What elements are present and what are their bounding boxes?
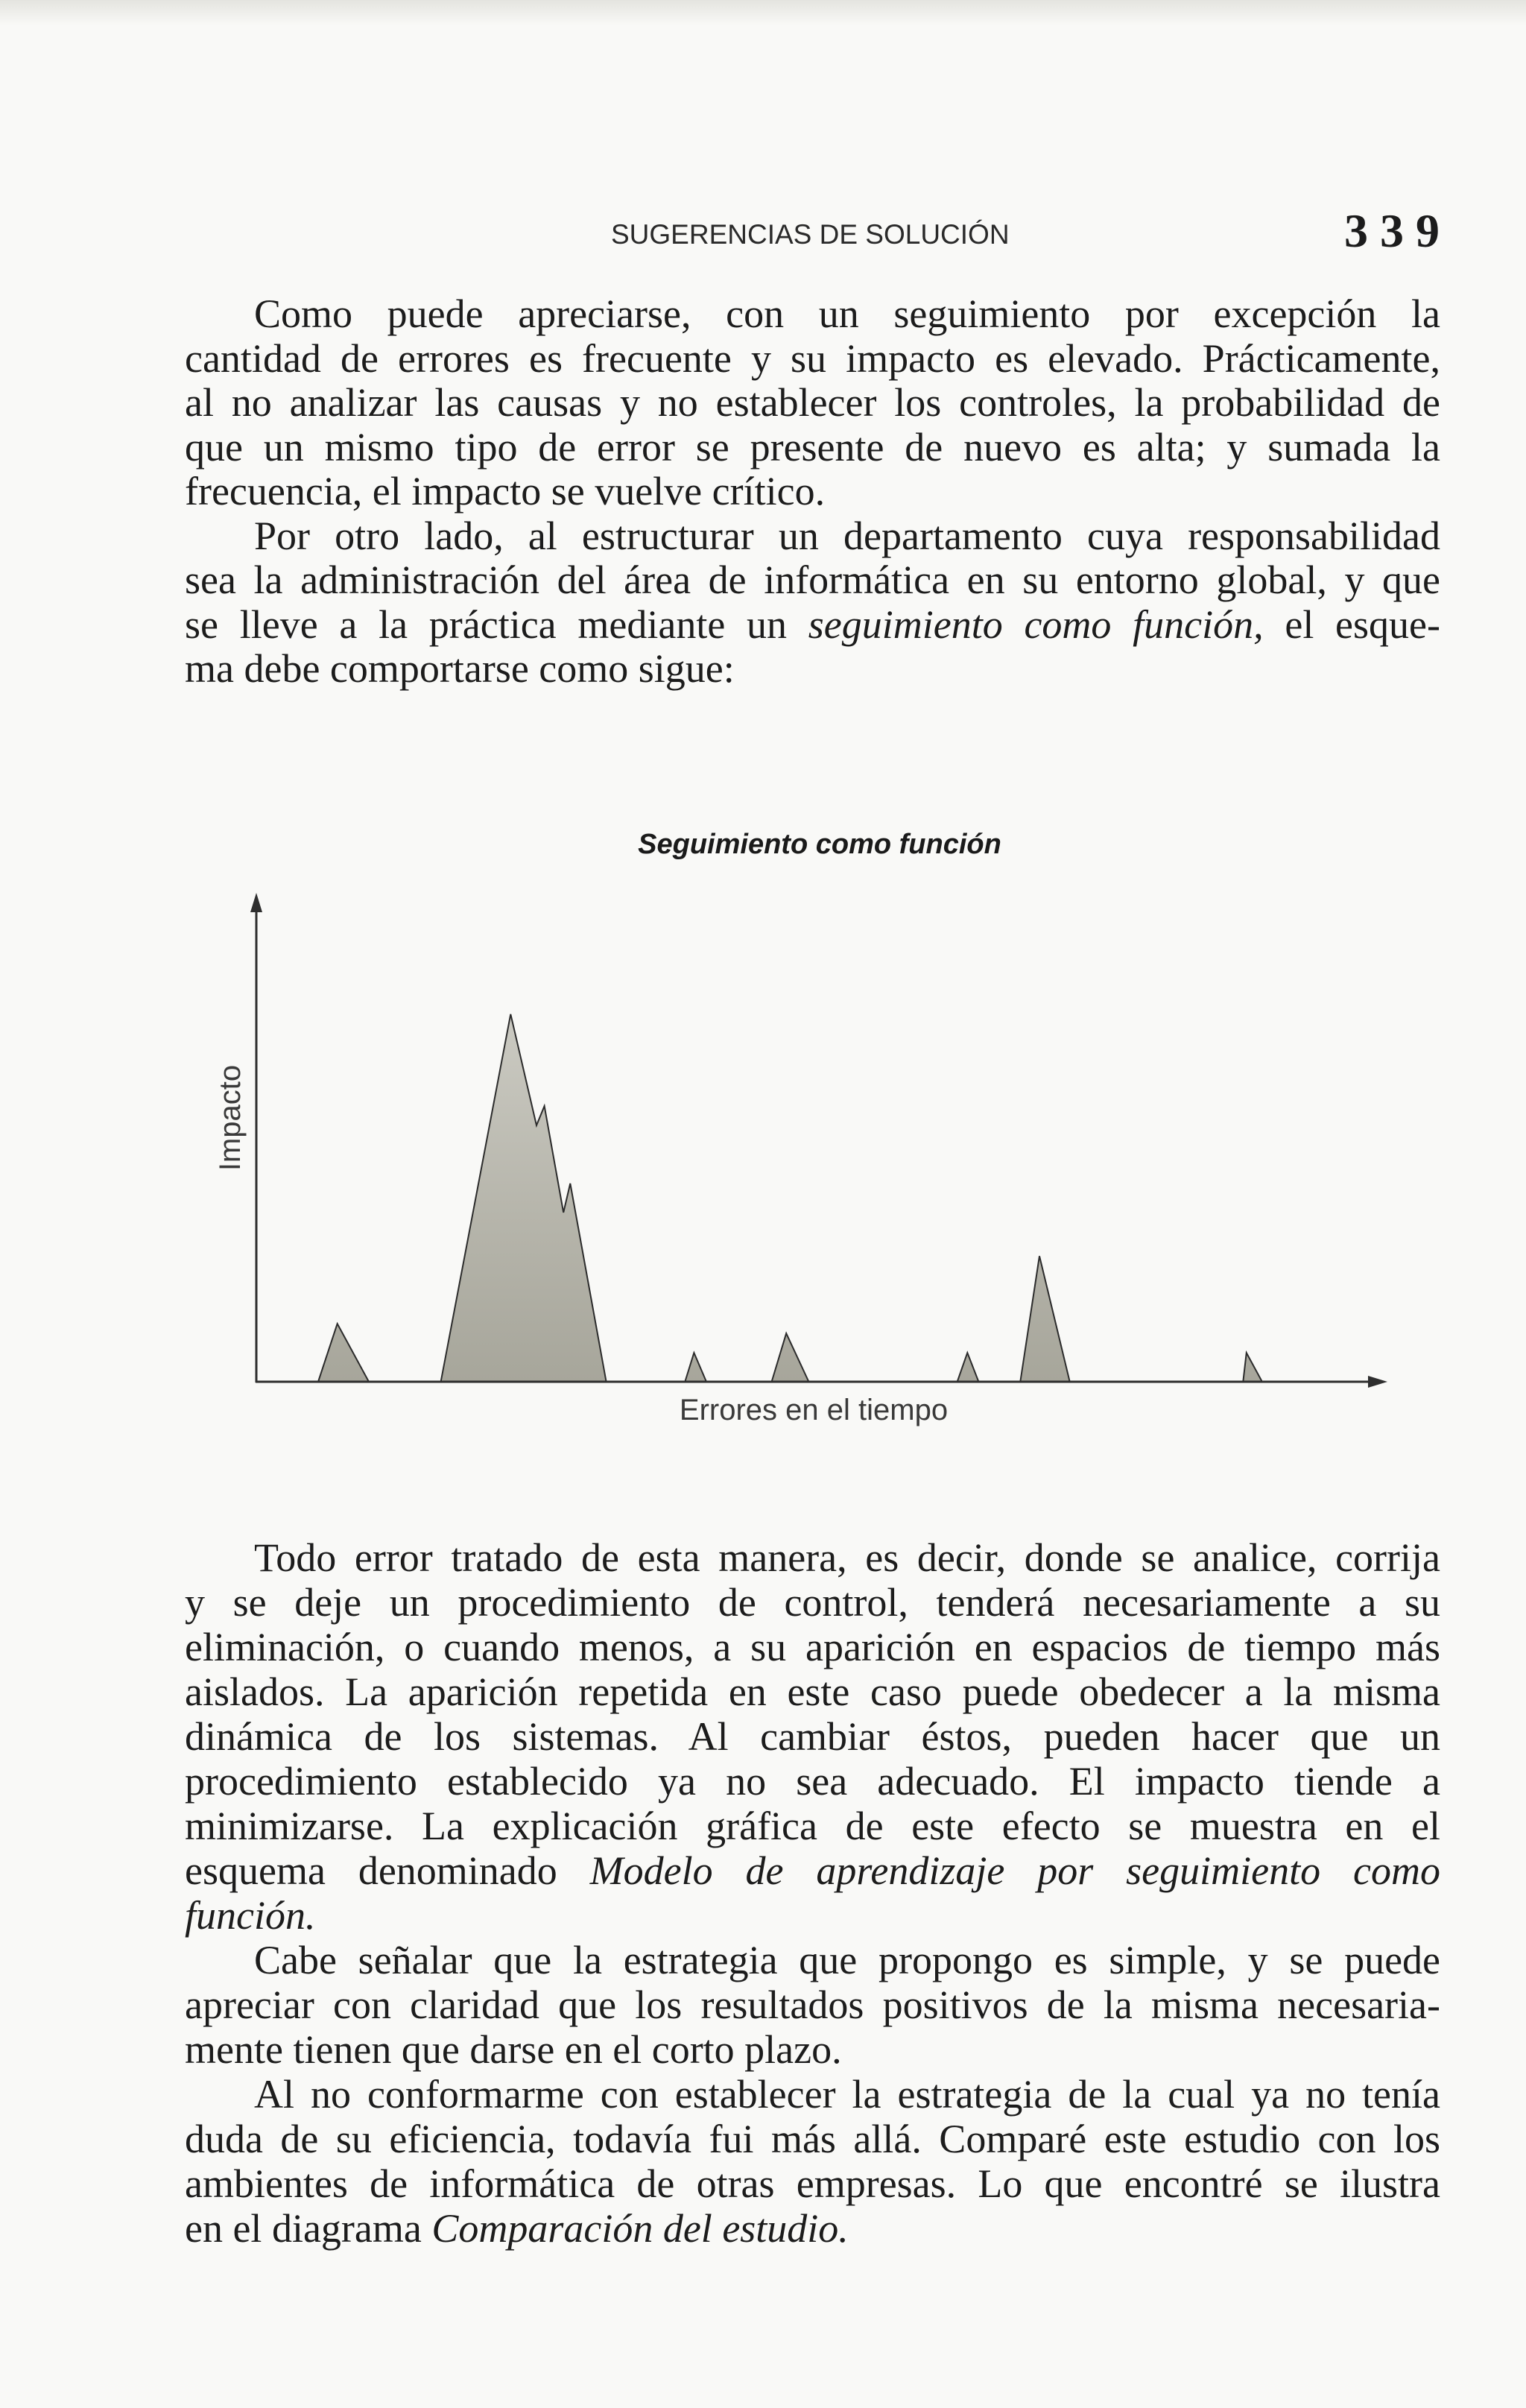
text-segment: en el diagrama <box>185 2206 432 2251</box>
text-line: apreciar con claridad que los resultados positivos de la misma necesaria- <box>185 1982 1440 2027</box>
text-line <box>185 2206 1440 2251</box>
italic-text: Modelo de aprendizaje por seguimiento como <box>589 1848 1440 1893</box>
running-title: SUGERENCIAS DE SOLUCIÓN <box>611 219 1010 250</box>
text-segment: el esque- <box>1263 602 1440 647</box>
paragraph <box>185 1938 1440 2072</box>
error-peak <box>1243 1353 1262 1382</box>
text-line: procedimiento establecido ya no sea adecuado. El impacto tiende a <box>185 1759 1440 1804</box>
text-line: Por otro lado, al estructurar un departamento cuya responsabilidad <box>254 513 1440 558</box>
text-line: ambientes de informática de otras empresas. Lo que encontré se ilustra <box>185 2161 1440 2206</box>
error-peak <box>1020 1256 1069 1382</box>
text-segment: se lleve a la práctica mediante un <box>185 602 808 647</box>
text-line: ma debe comportarse como sigue: <box>185 647 735 691</box>
text-line: al no analizar las causas y no establecer los controles, la probabilidad de <box>185 381 1440 425</box>
text-line: duda de su eficiencia, todavía fui más allá. Comparé este estudio con los <box>185 2117 1440 2161</box>
text-line: frecuencia, el impacto se vuelve crítico. <box>185 470 826 513</box>
text-line: eliminación, o cuando menos, a su aparición en espacios de tiempo más <box>185 1625 1440 1669</box>
text-segment: esquema denominado <box>185 1848 590 1893</box>
y-axis-label: Impacto <box>214 1064 247 1172</box>
x-axis-arrow <box>1368 1376 1387 1388</box>
italic-text: seguimiento como función, <box>808 602 1264 647</box>
chart-axes <box>250 893 1387 1388</box>
error-peak <box>318 1324 369 1382</box>
text-line <box>185 1893 1440 1938</box>
paragraph <box>185 1535 1440 1938</box>
error-peak <box>685 1353 706 1382</box>
paragraph <box>185 2072 1440 2251</box>
italic-text: Comparación del estudio. <box>431 2206 849 2251</box>
page-number: 339 <box>1344 204 1451 257</box>
text-line: sea la administración del área de informática en su entorno global, y que <box>185 558 1440 602</box>
paragraph <box>185 292 1440 514</box>
chart-title: Seguimiento como función <box>638 829 1001 860</box>
text-line: minimizarse. La explicación gráfica de este efecto se muestra en el <box>185 1804 1440 1848</box>
italic-text: función. <box>185 1893 316 1938</box>
chart <box>224 879 1416 1401</box>
text-line: dinámica de los sistemas. Al cambiar éstos, pueden hacer que un <box>185 1714 1440 1759</box>
text-line <box>185 1848 1440 1893</box>
text-line: mente tienen que darse en el corto plazo. <box>185 2027 842 2072</box>
text-line: Todo error tratado de esta manera, es decir, donde se analice, corrija <box>254 1535 1440 1580</box>
body-text-before-chart <box>185 292 1440 692</box>
error-peak <box>957 1353 979 1382</box>
text-line <box>185 603 1440 648</box>
paragraph <box>185 514 1440 692</box>
y-axis-arrow <box>250 893 262 912</box>
text-line: Cabe señalar que la estrategia que propongo es simple, y se puede <box>254 1938 1440 1982</box>
error-peak <box>772 1333 809 1382</box>
text-line: Como puede apreciarse, con un seguimiento por excepción la <box>254 292 1440 336</box>
text-line: aislados. La aparición repetida en este caso puede obedecer a la misma <box>185 1669 1440 1714</box>
text-line: cantidad de errores es frecuente y su impacto es elevado. Prácticamente, <box>185 336 1440 381</box>
error-peak <box>441 1014 607 1382</box>
text-line: Al no conformarme con establecer la estrategia de la cual ya no tenía <box>254 2072 1440 2117</box>
x-axis-label: Errores en el tiempo <box>679 1394 949 1426</box>
text-line: que un mismo tipo de error se presente de nuevo es alta; y sumada la <box>185 425 1440 470</box>
text-line: y se deje un procedimiento de control, tenderá necesariamente a su <box>185 1580 1440 1625</box>
body-text-after-chart <box>185 1535 1440 2251</box>
